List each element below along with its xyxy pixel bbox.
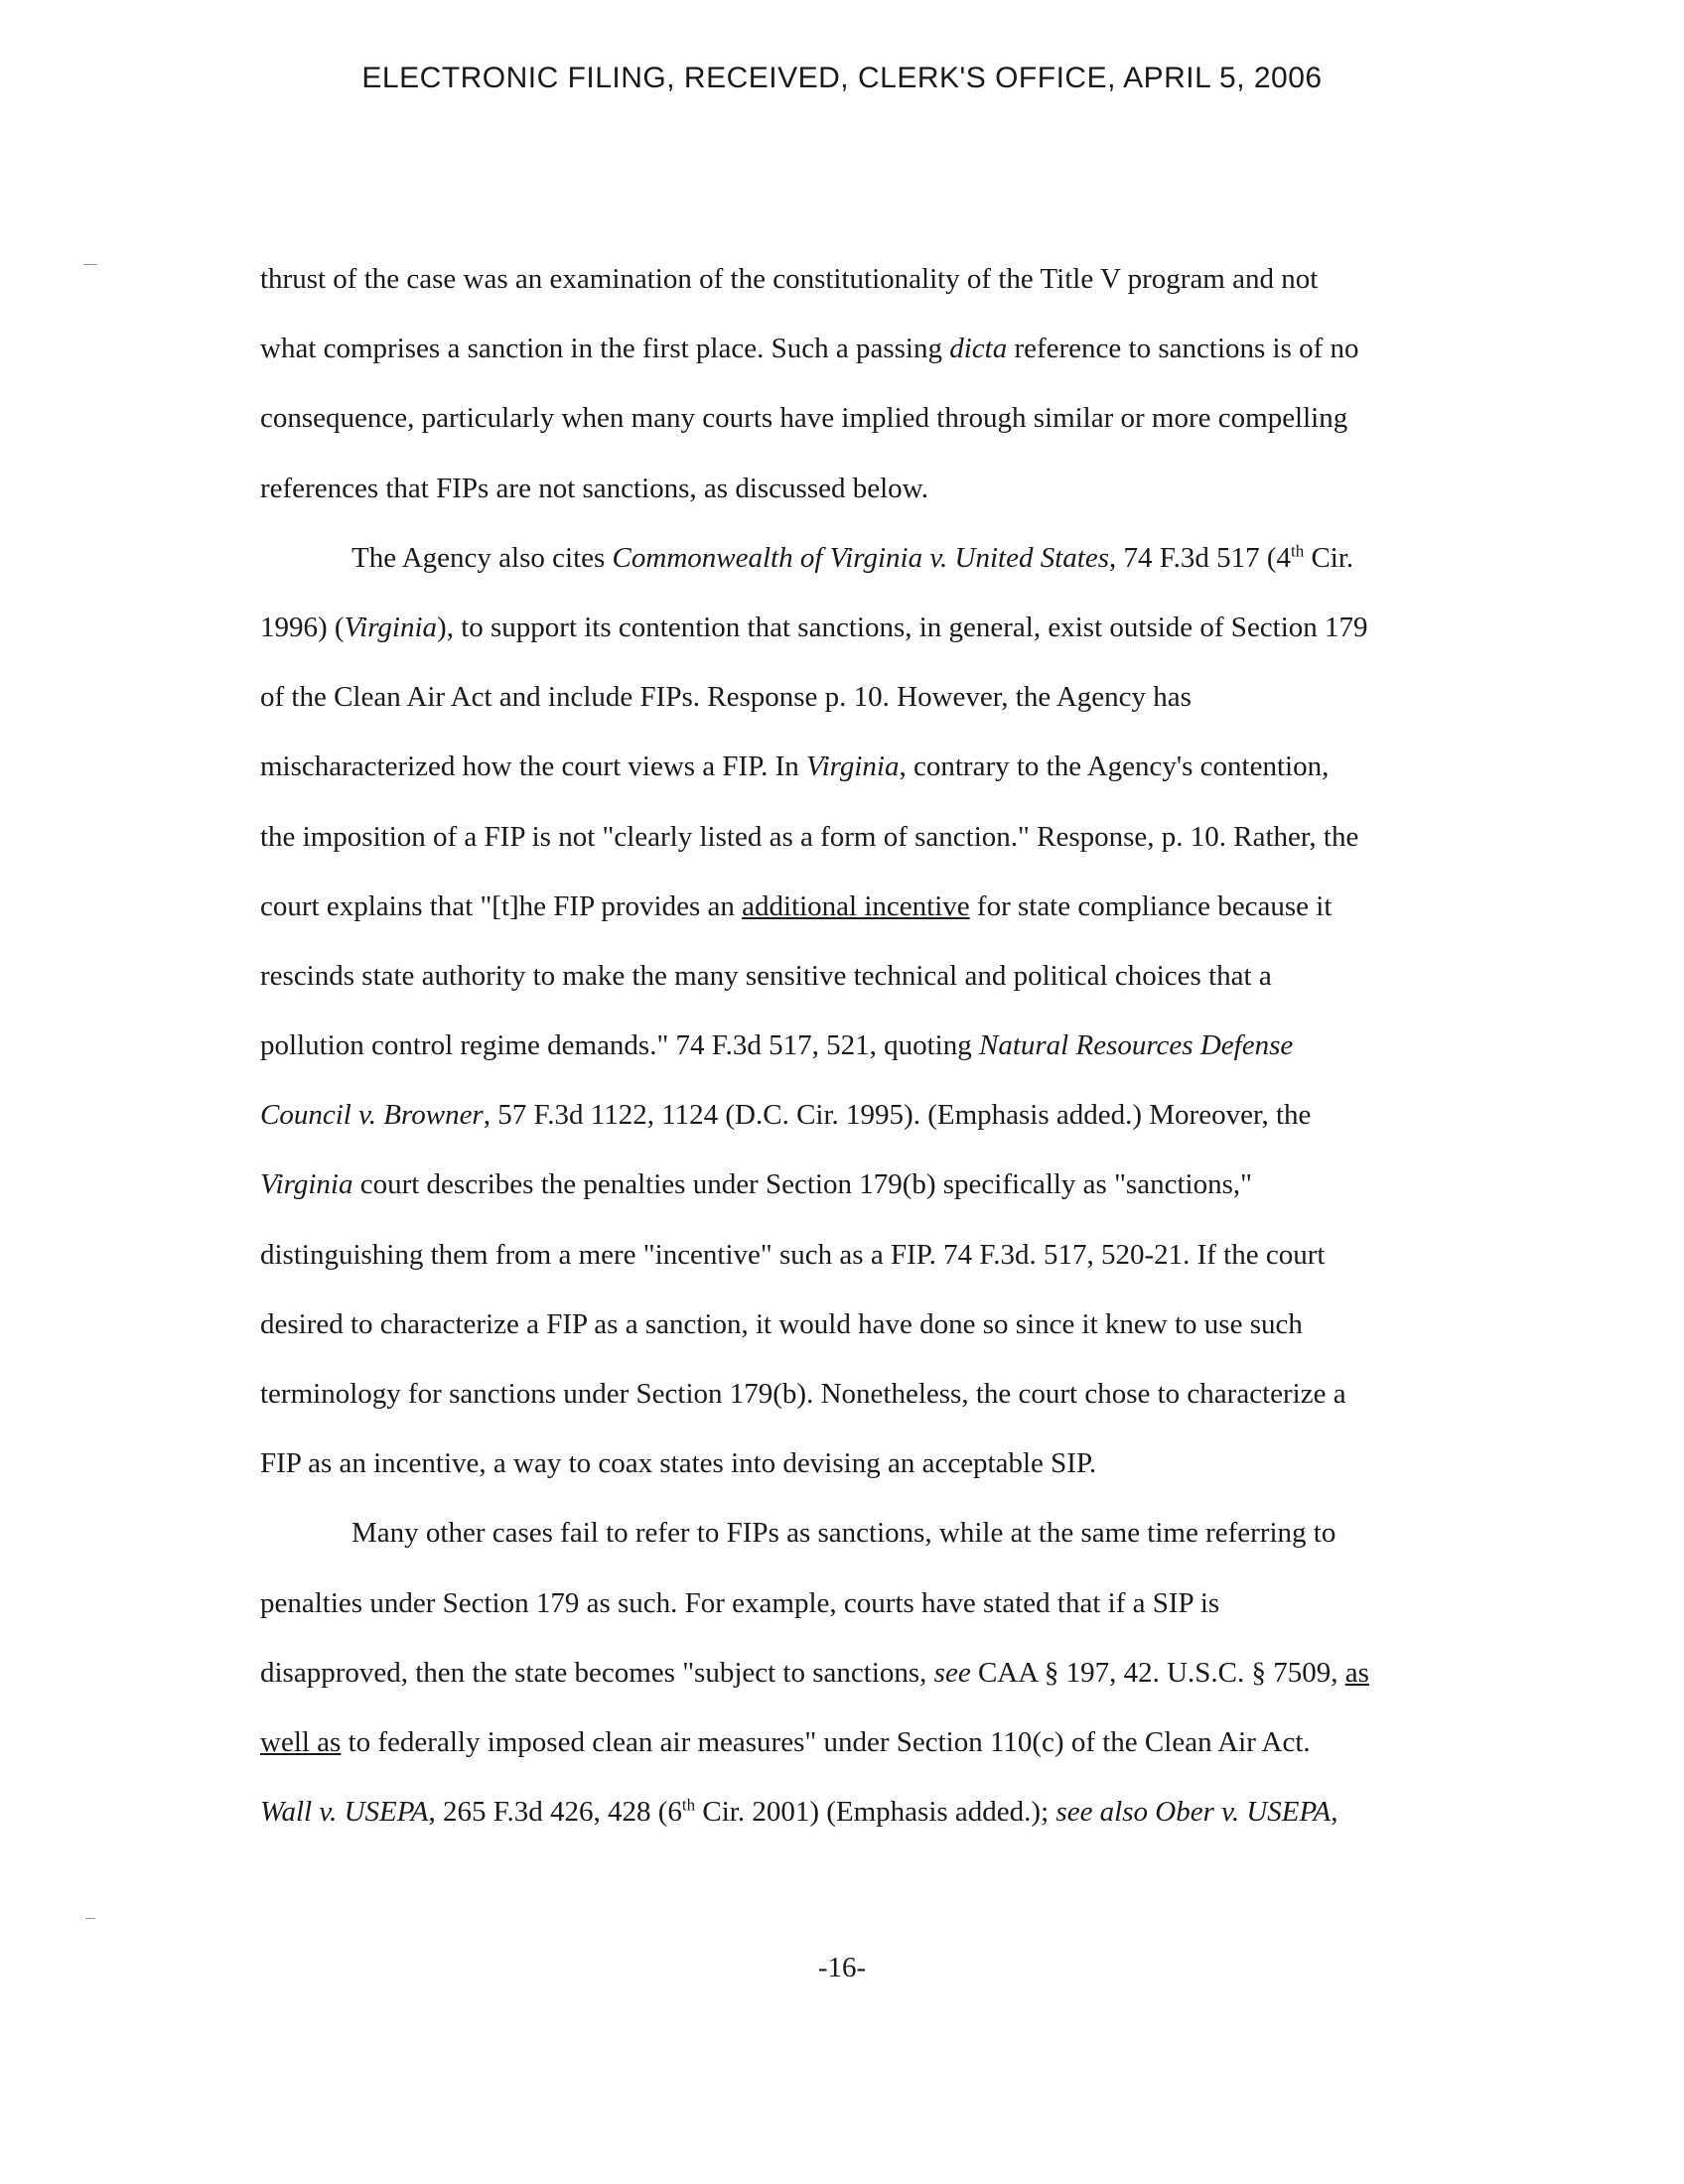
text-line: the imposition of a FIP is not "clearly listed as a form of sanction." Response, p. 10. Rather, the bbox=[260, 820, 1359, 853]
text-line: disapproved, then the state becomes "subject to sanctions, see CAA § 197, 42. U.S.C. § 7509, as bbox=[260, 1656, 1369, 1689]
scan-artifact bbox=[83, 264, 97, 265]
scan-artifact bbox=[85, 1918, 95, 1919]
case-citation: Natural Resources Defense bbox=[978, 1029, 1294, 1062]
case-citation: Wall v. USEPA bbox=[260, 1796, 429, 1829]
paragraph-start-line: Many other cases fail to refer to FIPs as sanctions, while at the same time referring to bbox=[351, 1517, 1336, 1550]
text-line: references that FIPs are not sanctions, as discussed below. bbox=[260, 472, 928, 504]
underlined-emphasis: as bbox=[1344, 1656, 1369, 1689]
text-line: consequence, particularly when many courts have implied through similar or more compelling bbox=[260, 402, 1348, 435]
text-line: terminology for sanctions under Section 179(b). Nonetheless, the court chose to characterize a bbox=[260, 1378, 1346, 1410]
text-line: desired to characterize a FIP as a sanction, it would have done so since it knew to use such bbox=[260, 1307, 1303, 1340]
text-line: distinguishing them from a mere "incentive" such as a FIP. 74 F.3d. 517, 520-21. If the court bbox=[260, 1238, 1326, 1271]
filing-header: ELECTRONIC FILING, RECEIVED, CLERK'S OFFICE, APRIL 5, 2006 bbox=[361, 62, 1323, 94]
text-line: FIP as an incentive, a way to coax states into devising an acceptable SIP. bbox=[260, 1447, 1097, 1480]
case-citation: see also Ober v. USEPA bbox=[1055, 1796, 1332, 1829]
text-line: pollution control regime demands." 74 F.3d 517, 521, quoting Natural Resources Defense bbox=[260, 1029, 1294, 1062]
case-citation: Commonwealth of Virginia v. United States bbox=[612, 541, 1110, 574]
paragraph-start-line: The Agency also cites Commonwealth of Virginia v. United States, 74 F.3d 517 (4th Cir. bbox=[351, 541, 1354, 574]
text-line: court explains that "[t]he FIP provides an additional incentive for state compliance because it bbox=[260, 889, 1333, 922]
case-short-name: Virginia bbox=[260, 1168, 353, 1201]
text-line: Council v. Browner, 57 F.3d 1122, 1124 (D.C. Cir. 1995). (Emphasis added.) Moreover, the bbox=[260, 1099, 1312, 1132]
text-line: penalties under Section 179 as such. For example, courts have stated that if a SIP is bbox=[260, 1586, 1220, 1619]
underlined-emphasis: additional incentive bbox=[742, 889, 970, 922]
text-line: thrust of the case was an examination of the constitutionality of the Title V program and not bbox=[260, 263, 1319, 295]
case-short-name: Virginia bbox=[344, 611, 438, 643]
text-line: well as to federally imposed clean air measures" under Section 110(c) of the Clean Air Act. bbox=[260, 1725, 1311, 1758]
document-body bbox=[260, 244, 1472, 1846]
signal-word: see bbox=[933, 1656, 971, 1689]
page-number: -16- bbox=[817, 1952, 867, 1983]
text-line: 1996) (Virginia), to support its contention that sanctions, in general, exist outside of Section 179 bbox=[260, 611, 1368, 643]
text-line: rescinds state authority to make the many sensitive technical and political choices that a bbox=[260, 959, 1272, 992]
text-line: mischaracterized how the court views a FIP. In Virginia, contrary to the Agency's contention, bbox=[260, 751, 1330, 783]
text-line: Virginia court describes the penalties under Section 179(b) specifically as "sanctions," bbox=[260, 1168, 1252, 1201]
text-line: of the Clean Air Act and include FIPs. Response p. 10. However, the Agency has bbox=[260, 681, 1192, 714]
underlined-emphasis: well as bbox=[260, 1725, 342, 1758]
italic-term: dicta bbox=[949, 333, 1008, 365]
case-citation: Council v. Browner bbox=[260, 1099, 484, 1132]
text-line: what comprises a sanction in the first place. Such a passing dicta reference to sanctions is of no bbox=[260, 333, 1359, 365]
case-short-name: Virginia bbox=[806, 751, 900, 783]
text-line: Wall v. USEPA, 265 F.3d 426, 428 (6th Cir. 2001) (Emphasis added.); see also Ober v. USEPA, bbox=[260, 1795, 1338, 1829]
